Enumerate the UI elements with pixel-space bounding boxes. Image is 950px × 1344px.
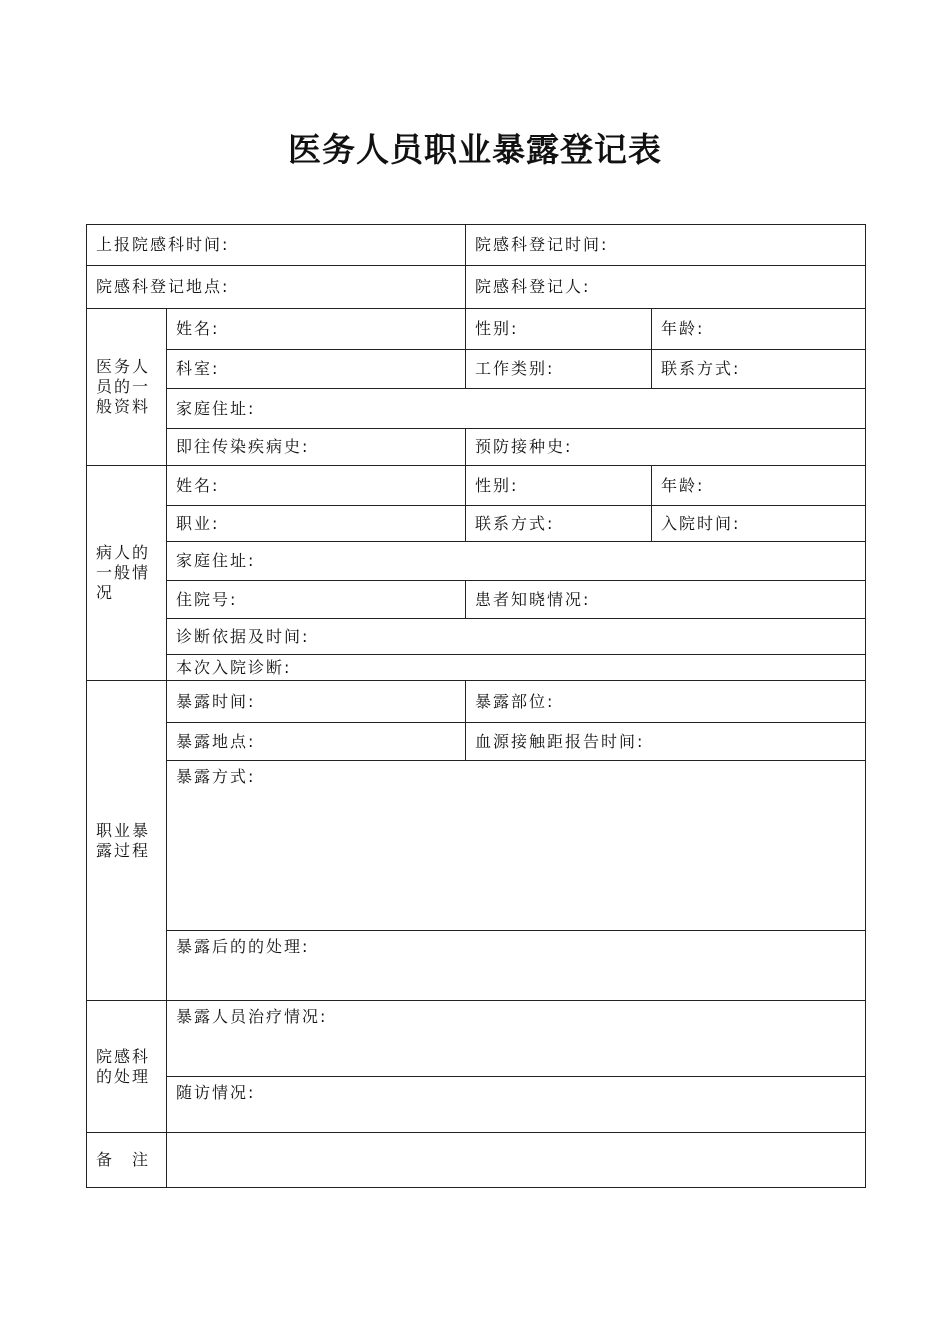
staff-age-field[interactable]: 年龄: [652,309,866,350]
report-time-field[interactable]: 上报院感科时间: [87,225,466,266]
dept-row-2 [87,1077,866,1133]
staff-address-field[interactable]: 家庭住址: [167,389,866,429]
patient-admission-diagnosis-field[interactable]: 本次入院诊断: [167,655,866,681]
staff-name-field[interactable]: 姓名: [167,309,466,350]
remarks-row [87,1133,866,1188]
patient-section-label: 病人的一般情况 [87,466,167,681]
document-title: 医务人员职业暴露登记表 [288,130,662,169]
registration-form [86,224,866,1188]
patient-row-5 [87,619,866,655]
patient-row-1 [87,466,866,506]
dept-treatment-field[interactable]: 暴露人员治疗情况: [167,1001,866,1077]
patient-address-field[interactable]: 家庭住址: [167,542,866,581]
patient-diagnosis-basis-field[interactable]: 诊断依据及时间: [167,619,866,655]
patient-row-6 [87,655,866,681]
report-row-1 [87,225,866,266]
exposure-site-field[interactable]: 暴露部位: [466,681,866,723]
patient-row-2 [87,506,866,542]
staff-gender-field[interactable]: 性别: [466,309,652,350]
staff-infection-history-field[interactable]: 即往传染疾病史: [167,429,466,466]
exposure-time-field[interactable]: 暴露时间: [167,681,466,723]
exposure-row-1 [87,681,866,723]
staff-department-field[interactable]: 科室: [167,350,466,389]
remarks-label: 备 注 [87,1133,167,1188]
report-row-2 [87,266,866,309]
patient-hospital-no-field[interactable]: 住院号: [167,581,466,619]
patient-name-field[interactable]: 姓名: [167,466,466,506]
patient-awareness-field[interactable]: 患者知晓情况: [466,581,866,619]
exposure-row-4 [87,931,866,1001]
exposure-method-field[interactable]: 暴露方式: [167,761,866,931]
staff-row-4 [87,429,866,466]
registrar-field[interactable]: 院感科登记人: [466,266,866,309]
patient-gender-field[interactable]: 性别: [466,466,652,506]
staff-row-3 [87,389,866,429]
exposure-row-2 [87,723,866,761]
staff-job-type-field[interactable]: 工作类别: [466,350,652,389]
patient-age-field[interactable]: 年龄: [652,466,866,506]
patient-contact-field[interactable]: 联系方式: [466,506,652,542]
staff-contact-field[interactable]: 联系方式: [652,350,866,389]
patient-row-4 [87,581,866,619]
remarks-field[interactable] [167,1133,866,1188]
dept-section-label: 院感科的处理 [87,1001,167,1133]
patient-row-3 [87,542,866,581]
staff-section-label: 医务人员的一般资料 [87,309,167,466]
staff-vaccination-history-field[interactable]: 预防接种史: [466,429,866,466]
register-time-field[interactable]: 院感科登记时间: [466,225,866,266]
register-place-field[interactable]: 院感科登记地点: [87,266,466,309]
dept-follow-up-field[interactable]: 随访情况: [167,1077,866,1133]
exposure-row-3 [87,761,866,931]
patient-admission-time-field[interactable]: 入院时间: [652,506,866,542]
exposure-section-label: 职业暴露过程 [87,681,167,1001]
exposure-location-field[interactable]: 暴露地点: [167,723,466,761]
staff-row-1 [87,309,866,350]
staff-row-2 [87,350,866,389]
dept-row-1 [87,1001,866,1077]
patient-occupation-field[interactable]: 职业: [167,506,466,542]
exposure-post-treatment-field[interactable]: 暴露后的的处理: [167,931,866,1001]
exposure-report-interval-field[interactable]: 血源接触距报告时间: [466,723,866,761]
